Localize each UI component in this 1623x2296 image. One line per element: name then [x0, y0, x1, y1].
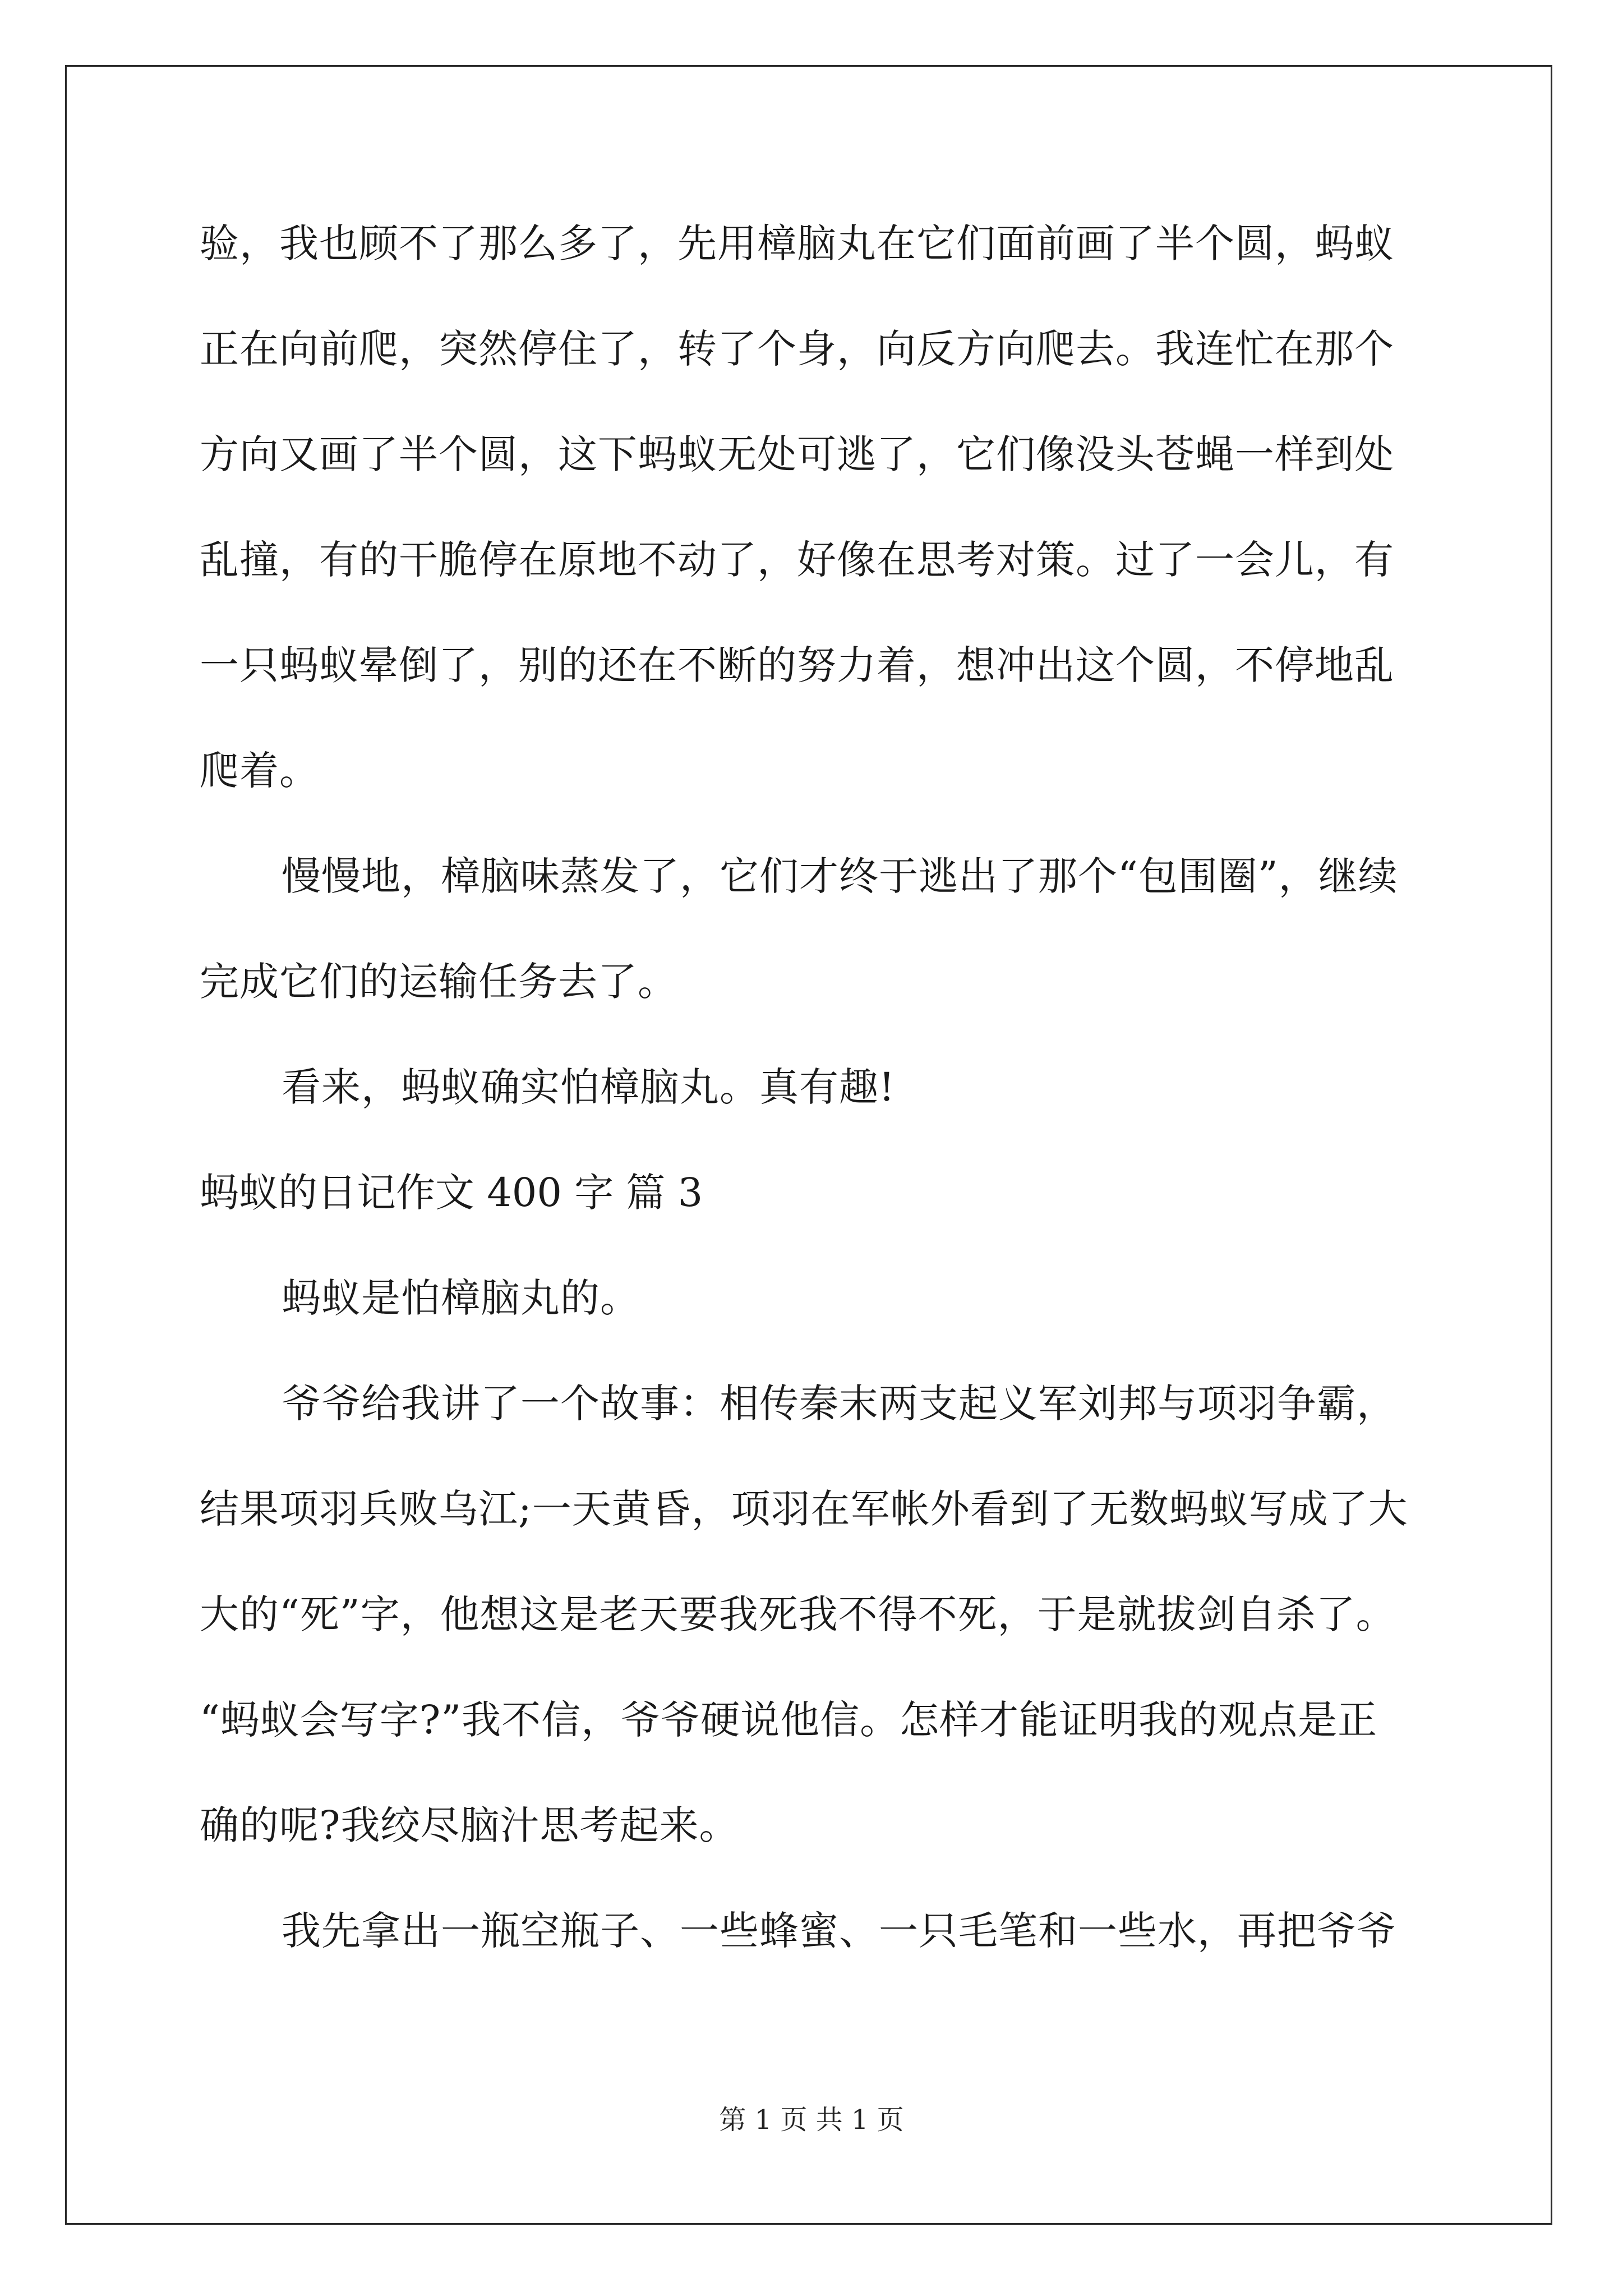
text-line: 完成它们的运输任务去了。 — [200, 959, 677, 1005]
text-line: 我先拿出一瓶空瓶子、一些蜂蜜、一只毛笔和一些水，再把爷爷 — [282, 1908, 1396, 1954]
text-line: 蚂蚁是怕樟脑丸的。 — [282, 1275, 640, 1321]
text-line: 确的呢?我绞尽脑汁思考起来。 — [200, 1802, 739, 1848]
document-body — [200, 210, 1428, 2003]
text-line: 乱撞，有的干脆停在原地不动了，好像在思考对策。过了一会儿，有 — [200, 537, 1394, 583]
text-line: 正在向前爬，突然停住了，转了个身，向反方向爬去。我连忙在那个 — [200, 326, 1394, 372]
text-line: 方向又画了半个圆，这下蚂蚁无处可逃了，它们像没头苍蝇一样到处 — [200, 431, 1394, 477]
text-line: 结果项羽兵败乌江;一天黄昏，项羽在军帐外看到了无数蚂蚁写成了大 — [200, 1486, 1408, 1532]
text-line: 一只蚂蚁晕倒了，别的还在不断的努力着，想冲出这个圆，不停地乱 — [200, 642, 1394, 688]
text-line: “蚂蚁会写字?”我不信，爷爷硬说他信。怎样才能证明我的观点是正 — [200, 1697, 1378, 1743]
text-line: 看来，蚂蚁确实怕樟脑丸。真有趣! — [282, 1064, 896, 1110]
page-footer: 第 1 页 共 1 页 — [719, 2104, 904, 2136]
text-line: 大的“死”字，他想这是老天要我死我不得不死，于是就拔剑自杀了。 — [200, 1591, 1396, 1637]
text-line: 爷爷给我讲了一个故事：相传秦末两支起义军刘邦与项羽争霸， — [282, 1381, 1396, 1427]
text-line: 爬着。 — [200, 748, 319, 794]
section-heading: 蚂蚁的日记作文 400 字 篇 3 — [200, 1170, 703, 1216]
text-line: 验，我也顾不了那么多了，先用樟脑丸在它们面前画了半个圆，蚂蚁 — [200, 220, 1394, 266]
text-line: 慢慢地，樟脑味蒸发了，它们才终于逃出了那个“包围圈”，继续 — [282, 853, 1398, 899]
